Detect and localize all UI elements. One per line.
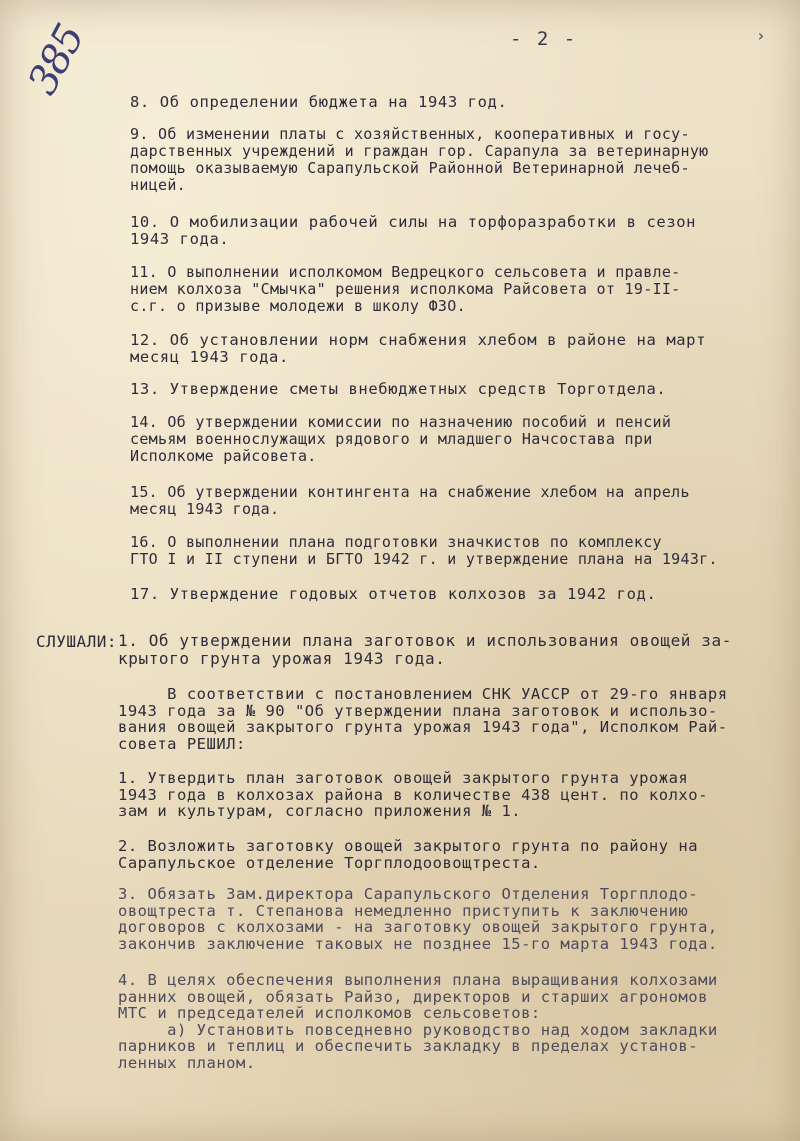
agenda-item-9: 9. Об изменении платы с хозяйственных, кооперативных и госу- дарственных учреждений и граждан гор. Сарапула за ветеринарную помощь оказываемую Сарапульской Районной Ветеринарной лечеб- ницей. <box>130 125 709 194</box>
agenda-item-17: 17. Утверждение годовых отчетов колхозов за 1942 год. <box>130 585 657 603</box>
decision-point-3: 3. Обязать Зам.директора Сарапульского Отделения Торгплодо- овощтреста т. Степанова немедленно приступить к заключению договоров с колхозами - на заготовку овощей закрытого грунта, закончив заключение таковых не позднее 15-го марта 1943 года. <box>118 885 718 953</box>
decision-point-2: 2. Возложить заготовку овощей закрытого грунта по району на Сарапульское отделение Торгплодоовощтреста. <box>118 837 699 872</box>
agenda-item-13: 13. Утверждение сметы внебюджетных средств Торготдела. <box>130 380 667 398</box>
agenda-item-16: 16. О выполнении плана подготовки значкистов по комплексу ГТО I и II ступени и БГТО 1942 г. и утверждение плана на 1943г. <box>130 533 718 568</box>
agenda-item-10: 10. О мобилизации рабочей силы на торфоразработки в сезон 1943 года. <box>130 213 697 248</box>
decision-point-1: 1. Утвердить план заготовок овощей закрытого грунта урожая 1943 года в колхозах района в количестве 438 цент. по колхо- зам и культурам, согласно приложения № 1. <box>118 769 708 820</box>
agenda-item-14: 14. Об утверждении комиссии по назначению пособий и пенсий семьям военнослужащих рядового и младшего Начсостава при Исполкоме райсовета. <box>130 413 672 465</box>
page-number: - 2 - <box>510 28 578 50</box>
corner-mark: › <box>756 26 766 45</box>
agenda-item-15: 15. Об утверждении контингента на снабжение хлебом на апрель месяц 1943 года. <box>130 483 690 518</box>
heard-topic: 1. Об утверждении плана заготовок и использования овощей за- крытого грунта урожая 1943 года. <box>118 631 732 668</box>
heard-label: СЛУШАЛИ: <box>36 632 118 651</box>
decision-preamble: В соответствии с постановлением СНК УАССР от 29-го января 1943 года за № 90 "Об утверждении плана заготовок и использо- вания овощей закрытого грунта урожая 1943 года", Исполком Рай- совета РЕШИЛ: <box>118 685 728 753</box>
handwritten-archive-number: 385 <box>19 18 94 102</box>
agenda-item-12: 12. Об установлении норм снабжения хлебом в районе на март месяц 1943 года. <box>130 331 707 366</box>
agenda-item-11: 11. О выполнении исполкомом Ведрецкого сельсовета и правле- нием колхоза "Смычка" решения исполкома Райсовета от 19-II- с.г. о призыве молодежи в школу ФЗО. <box>130 263 681 315</box>
agenda-item-8: 8. Об определении бюджета на 1943 год. <box>130 93 508 111</box>
decision-point-4: 4. В целях обеспечения выполнения плана выращивания колхозами ранних овощей, обязать Райзо, директоров и старших агрономов МТС и председателей исполкомов сельсоветов: а) Установить повседневно руководство над ходом закладки парников и теплиц и обеспечить закладку в пределах установ- ленных планом. <box>118 971 718 1072</box>
